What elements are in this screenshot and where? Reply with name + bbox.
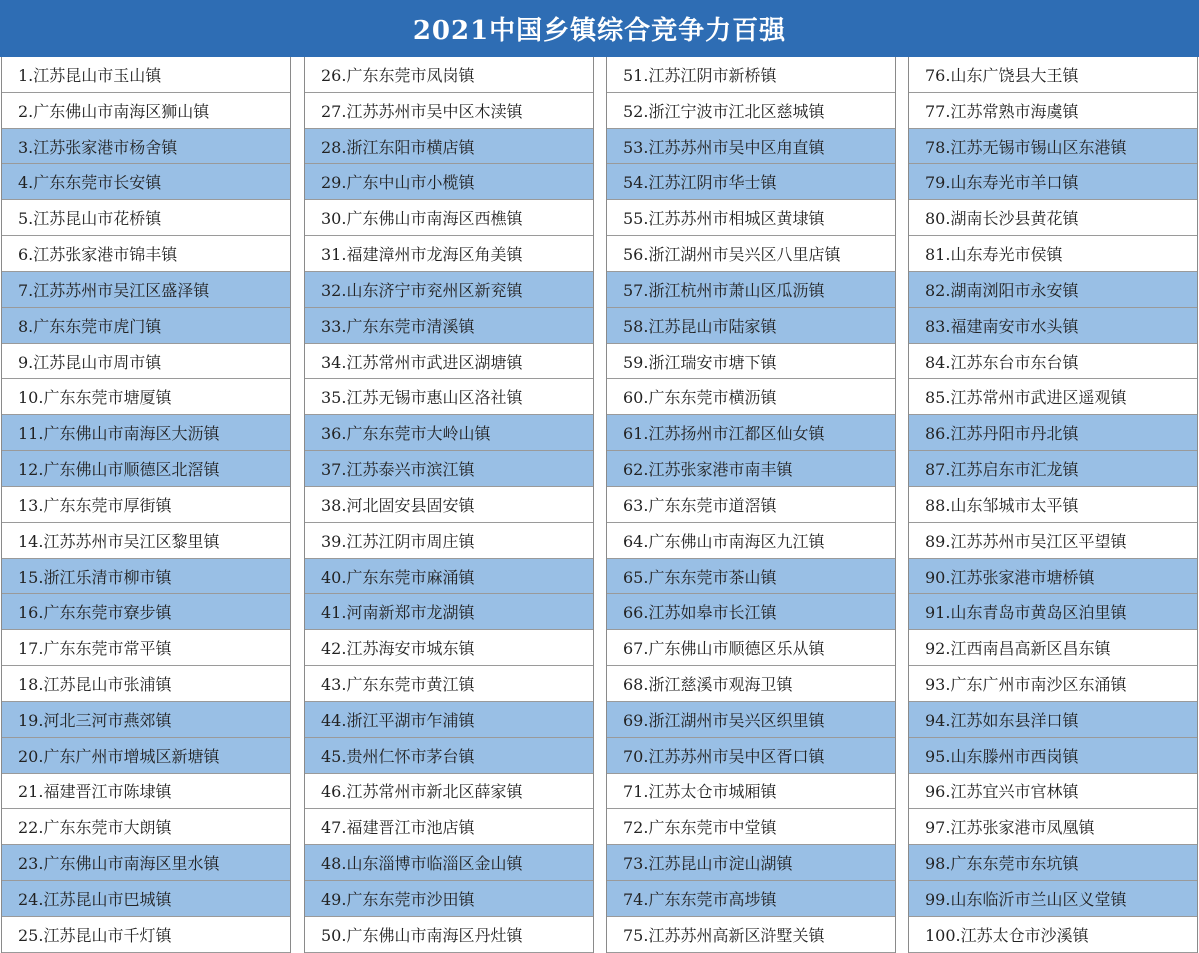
ranking-item: 8.广东东莞市虎门镇 <box>2 308 290 344</box>
ranking-item: 39.江苏江阴市周庄镇 <box>305 523 593 559</box>
ranking-item: 21.福建晋江市陈埭镇 <box>2 774 290 810</box>
ranking-item: 37.江苏泰兴市滨江镇 <box>305 451 593 487</box>
ranking-column-4 <box>908 57 1198 953</box>
ranking-item: 61.江苏扬州市江都区仙女镇 <box>607 415 895 451</box>
ranking-item: 57.浙江杭州市萧山区瓜沥镇 <box>607 272 895 308</box>
ranking-item: 16.广东东莞市寮步镇 <box>2 594 290 630</box>
ranking-item: 100.江苏太仓市沙溪镇 <box>909 917 1197 953</box>
ranking-item: 38.河北固安县固安镇 <box>305 487 593 523</box>
ranking-item: 26.广东东莞市凤岗镇 <box>305 57 593 93</box>
ranking-item: 10.广东东莞市塘厦镇 <box>2 379 290 415</box>
ranking-item: 11.广东佛山市南海区大沥镇 <box>2 415 290 451</box>
ranking-item: 62.江苏张家港市南丰镇 <box>607 451 895 487</box>
ranking-item: 40.广东东莞市麻涌镇 <box>305 559 593 595</box>
ranking-item: 98.广东东莞市东坑镇 <box>909 845 1197 881</box>
ranking-item: 48.山东淄博市临淄区金山镇 <box>305 845 593 881</box>
ranking-item: 20.广东广州市增城区新塘镇 <box>2 738 290 774</box>
ranking-item: 3.江苏张家港市杨舍镇 <box>2 129 290 165</box>
ranking-item: 35.江苏无锡市惠山区洛社镇 <box>305 379 593 415</box>
ranking-item: 53.江苏苏州市吴中区甪直镇 <box>607 129 895 165</box>
ranking-item: 73.江苏昆山市淀山湖镇 <box>607 845 895 881</box>
ranking-item: 56.浙江湖州市吴兴区八里店镇 <box>607 236 895 272</box>
ranking-item: 18.江苏昆山市张浦镇 <box>2 666 290 702</box>
ranking-item: 90.江苏张家港市塘桥镇 <box>909 559 1197 595</box>
ranking-item: 51.江苏江阴市新桥镇 <box>607 57 895 93</box>
ranking-item: 69.浙江湖州市吴兴区织里镇 <box>607 702 895 738</box>
ranking-item: 54.江苏江阴市华士镇 <box>607 164 895 200</box>
ranking-item: 79.山东寿光市羊口镇 <box>909 164 1197 200</box>
ranking-item: 92.江西南昌高新区昌东镇 <box>909 630 1197 666</box>
ranking-item: 13.广东东莞市厚街镇 <box>2 487 290 523</box>
ranking-item: 7.江苏苏州市吴江区盛泽镇 <box>2 272 290 308</box>
ranking-item: 27.江苏苏州市吴中区木渎镇 <box>305 93 593 129</box>
ranking-item: 75.江苏苏州高新区浒墅关镇 <box>607 917 895 953</box>
ranking-item: 83.福建南安市水头镇 <box>909 308 1197 344</box>
ranking-item: 60.广东东莞市横沥镇 <box>607 379 895 415</box>
ranking-item: 4.广东东莞市长安镇 <box>2 164 290 200</box>
ranking-item: 44.浙江平湖市乍浦镇 <box>305 702 593 738</box>
ranking-item: 17.广东东莞市常平镇 <box>2 630 290 666</box>
ranking-item: 29.广东中山市小榄镇 <box>305 164 593 200</box>
ranking-item: 78.江苏无锡市锡山区东港镇 <box>909 129 1197 165</box>
ranking-item: 52.浙江宁波市江北区慈城镇 <box>607 93 895 129</box>
ranking-item: 22.广东东莞市大朗镇 <box>2 809 290 845</box>
ranking-item: 95.山东滕州市西岗镇 <box>909 738 1197 774</box>
ranking-item: 85.江苏常州市武进区遥观镇 <box>909 379 1197 415</box>
ranking-item: 96.江苏宜兴市官林镇 <box>909 774 1197 810</box>
ranking-item: 76.山东广饶县大王镇 <box>909 57 1197 93</box>
ranking-item: 72.广东东莞市中堂镇 <box>607 809 895 845</box>
ranking-item: 97.江苏张家港市凤凰镇 <box>909 809 1197 845</box>
ranking-item: 46.江苏常州市新北区薛家镇 <box>305 774 593 810</box>
ranking-item: 94.江苏如东县洋口镇 <box>909 702 1197 738</box>
ranking-item: 67.广东佛山市顺德区乐从镇 <box>607 630 895 666</box>
ranking-item: 59.浙江瑞安市塘下镇 <box>607 344 895 380</box>
ranking-item: 64.广东佛山市南海区九江镇 <box>607 523 895 559</box>
ranking-item: 33.广东东莞市清溪镇 <box>305 308 593 344</box>
ranking-column-3 <box>606 57 896 953</box>
ranking-item: 25.江苏昆山市千灯镇 <box>2 917 290 953</box>
ranking-item: 12.广东佛山市顺德区北滘镇 <box>2 451 290 487</box>
ranking-item: 58.江苏昆山市陆家镇 <box>607 308 895 344</box>
ranking-item: 91.山东青岛市黄岛区泊里镇 <box>909 594 1197 630</box>
ranking-column-1 <box>1 57 291 953</box>
ranking-column-2 <box>304 57 594 953</box>
ranking-item: 81.山东寿光市侯镇 <box>909 236 1197 272</box>
ranking-item: 74.广东东莞市高埗镇 <box>607 881 895 917</box>
ranking-item: 23.广东佛山市南海区里水镇 <box>2 845 290 881</box>
ranking-item: 50.广东佛山市南海区丹灶镇 <box>305 917 593 953</box>
ranking-item: 47.福建晋江市池店镇 <box>305 809 593 845</box>
ranking-item: 31.福建漳州市龙海区角美镇 <box>305 236 593 272</box>
ranking-item: 71.江苏太仓市城厢镇 <box>607 774 895 810</box>
ranking-item: 19.河北三河市燕郊镇 <box>2 702 290 738</box>
ranking-item: 70.江苏苏州市吴中区胥口镇 <box>607 738 895 774</box>
ranking-item: 80.湖南长沙县黄花镇 <box>909 200 1197 236</box>
ranking-item: 14.江苏苏州市吴江区黎里镇 <box>2 523 290 559</box>
page-title: 2021中国乡镇综合竞争力百强 <box>0 0 1199 57</box>
ranking-item: 41.河南新郑市龙湖镇 <box>305 594 593 630</box>
ranking-item: 82.湖南浏阳市永安镇 <box>909 272 1197 308</box>
ranking-item: 42.江苏海安市城东镇 <box>305 630 593 666</box>
ranking-item: 49.广东东莞市沙田镇 <box>305 881 593 917</box>
ranking-item: 32.山东济宁市兖州区新兖镇 <box>305 272 593 308</box>
ranking-item: 89.江苏苏州市吴江区平望镇 <box>909 523 1197 559</box>
ranking-item: 6.江苏张家港市锦丰镇 <box>2 236 290 272</box>
ranking-item: 5.江苏昆山市花桥镇 <box>2 200 290 236</box>
ranking-item: 87.江苏启东市汇龙镇 <box>909 451 1197 487</box>
ranking-item: 15.浙江乐清市柳市镇 <box>2 559 290 595</box>
ranking-item: 86.江苏丹阳市丹北镇 <box>909 415 1197 451</box>
ranking-item: 93.广东广州市南沙区东涌镇 <box>909 666 1197 702</box>
ranking-item: 63.广东东莞市道滘镇 <box>607 487 895 523</box>
ranking-item: 45.贵州仁怀市茅台镇 <box>305 738 593 774</box>
ranking-item: 88.山东邹城市太平镇 <box>909 487 1197 523</box>
ranking-item: 2.广东佛山市南海区狮山镇 <box>2 93 290 129</box>
ranking-item: 65.广东东莞市茶山镇 <box>607 559 895 595</box>
ranking-item: 66.江苏如皋市长江镇 <box>607 594 895 630</box>
ranking-item: 99.山东临沂市兰山区义堂镇 <box>909 881 1197 917</box>
ranking-item: 55.江苏苏州市相城区黄埭镇 <box>607 200 895 236</box>
ranking-item: 84.江苏东台市东台镇 <box>909 344 1197 380</box>
ranking-item: 77.江苏常熟市海虞镇 <box>909 93 1197 129</box>
ranking-item: 28.浙江东阳市横店镇 <box>305 129 593 165</box>
ranking-item: 30.广东佛山市南海区西樵镇 <box>305 200 593 236</box>
ranking-item: 34.江苏常州市武进区湖塘镇 <box>305 344 593 380</box>
ranking-item: 9.江苏昆山市周市镇 <box>2 344 290 380</box>
ranking-item: 68.浙江慈溪市观海卫镇 <box>607 666 895 702</box>
ranking-item: 36.广东东莞市大岭山镇 <box>305 415 593 451</box>
ranking-item: 24.江苏昆山市巴城镇 <box>2 881 290 917</box>
ranking-item: 43.广东东莞市黄江镇 <box>305 666 593 702</box>
ranking-item: 1.江苏昆山市玉山镇 <box>2 57 290 93</box>
